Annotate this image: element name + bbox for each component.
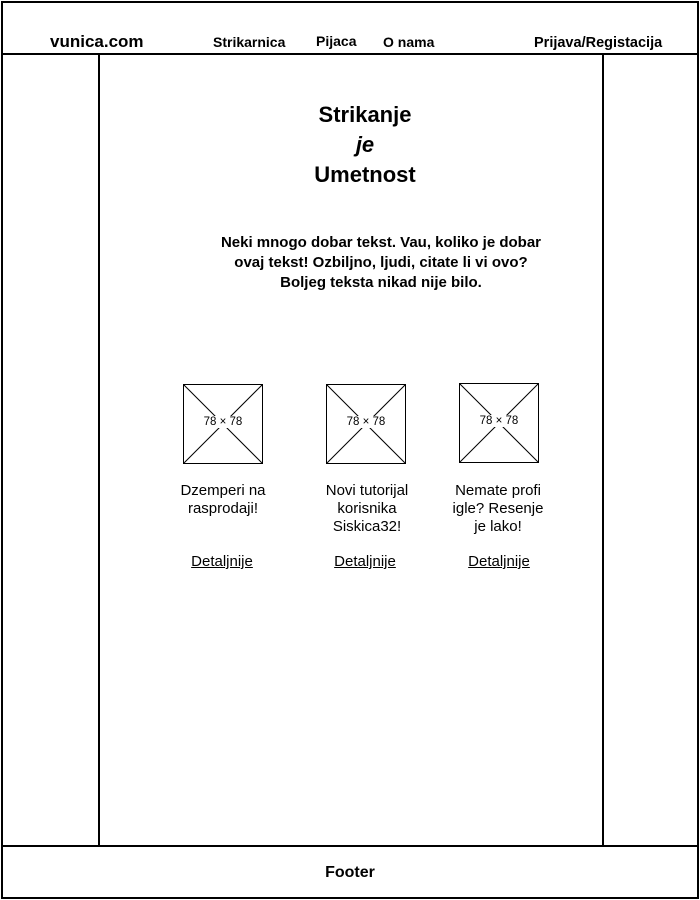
hero-title — [250, 100, 480, 190]
hero-text-line-2: ovaj tekst! Ozbiljno, ljudi, citate li vi ovo? — [234, 254, 528, 271]
nav-item-o-nama[interactable]: O nama — [383, 34, 435, 50]
hero-text-line-3: Boljeg teksta nikad nije bilo. — [280, 274, 482, 291]
nav-item-strikarnica[interactable]: Strikarnica — [213, 34, 286, 50]
card-title-igle — [418, 482, 578, 536]
image-size-label: 78 × 78 — [346, 416, 386, 428]
login-register-link[interactable]: Prijava/Registacija — [534, 35, 663, 51]
card-title-line: Dzemperi na — [180, 482, 266, 499]
card-details-link[interactable]: Detaljnije — [191, 553, 253, 570]
site-logo[interactable]: vunica.com — [50, 32, 144, 51]
card-title-line: rasprodaji! — [187, 500, 259, 517]
card-details-link[interactable]: Detaljnije — [468, 553, 530, 570]
card-title-dzemperi — [143, 482, 303, 518]
card-title-line: Novi tutorijal — [325, 482, 409, 499]
hero-text — [196, 233, 566, 293]
card-image-placeholder — [183, 384, 263, 464]
card-title-line: Siskica32! — [332, 518, 402, 535]
image-size-label: 78 × 78 — [203, 416, 243, 428]
hero-text-line-1: Neki mnogo dobar tekst. Vau, koliko je dobar — [220, 234, 542, 251]
card-image-placeholder — [326, 384, 406, 464]
nav-item-pijaca[interactable]: Pijaca — [316, 33, 357, 49]
hero-title-line-2: je — [355, 132, 375, 157]
card-title-line: je lako! — [474, 518, 522, 535]
card-title-line: igle? Resenje — [452, 500, 544, 517]
card-title-line: korisnika — [337, 500, 397, 517]
card-title-line: Nemate profi — [455, 482, 541, 499]
card-details-link[interactable]: Detaljnije — [334, 553, 396, 570]
image-size-label: 78 × 78 — [479, 415, 519, 427]
card-image-placeholder — [459, 383, 539, 463]
hero-title-line-3: Umetnost — [314, 162, 416, 187]
footer-label: Footer — [325, 864, 375, 881]
hero-title-line-1: Strikanje — [318, 102, 412, 127]
